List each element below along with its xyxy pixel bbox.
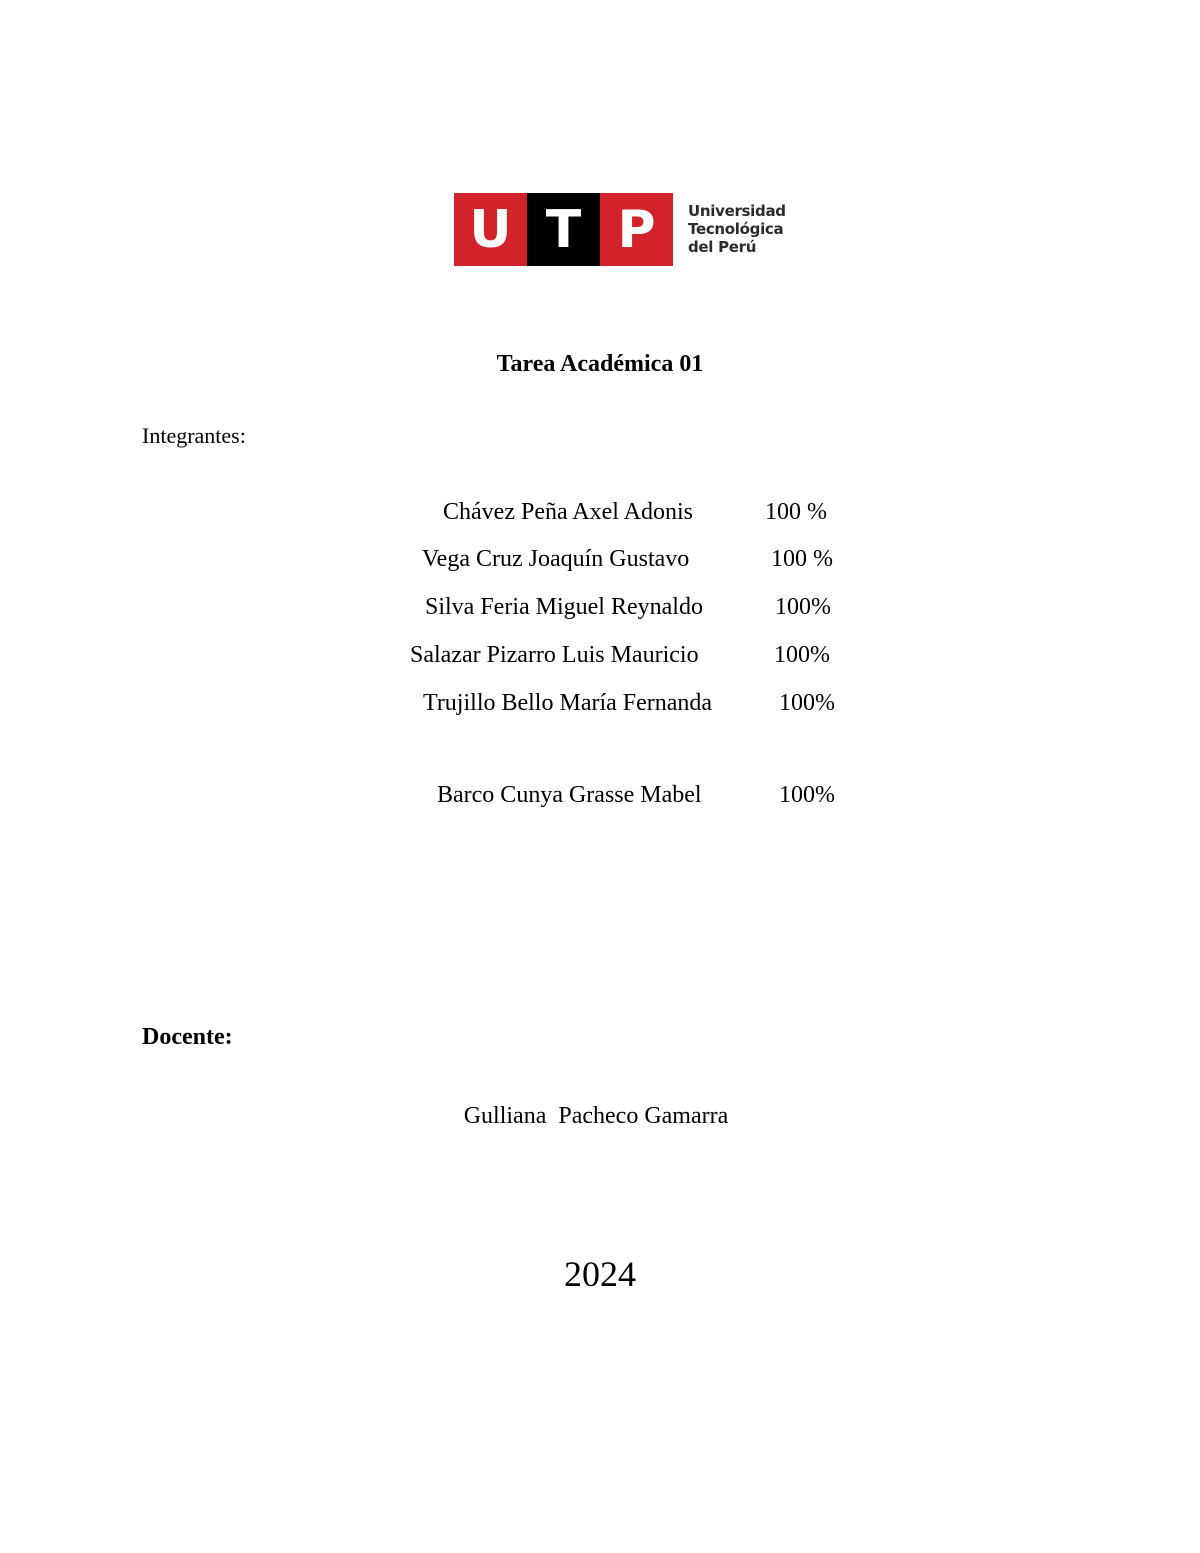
member-name: Barco Cunya Grasse Mabel bbox=[437, 782, 702, 808]
member-name: Vega Cruz Joaquín Gustavo bbox=[422, 546, 690, 572]
document-year: 2024 bbox=[564, 1254, 636, 1294]
logo-university-name bbox=[688, 202, 786, 256]
member-percent: 100% bbox=[779, 782, 835, 808]
member-name: Salazar Pizarro Luis Mauricio bbox=[410, 642, 699, 668]
logo-letter-t: T bbox=[527, 193, 600, 266]
docente-name bbox=[0, 1101, 1200, 1131]
integrantes-label: Integrantes: bbox=[142, 423, 246, 448]
member-name: Chávez Peña Axel Adonis bbox=[443, 499, 693, 525]
member-name: Trujillo Bello María Fernanda bbox=[423, 690, 713, 716]
member-percent: 100% bbox=[775, 594, 831, 620]
member-percent: 100 % bbox=[771, 546, 833, 572]
logo-name-line: Universidad bbox=[688, 202, 786, 220]
utp-logo bbox=[454, 193, 794, 266]
member-percent: 100% bbox=[774, 642, 830, 668]
member-percent: 100 % bbox=[765, 499, 827, 525]
logo-letter-u: U bbox=[454, 193, 527, 266]
member-percent: 100% bbox=[779, 690, 835, 716]
docente-label: Docente: bbox=[142, 1024, 233, 1050]
member-name: Silva Feria Miguel Reynaldo bbox=[425, 594, 703, 620]
logo-name-line: del Perú bbox=[688, 238, 757, 256]
docente-name-text: Gulliana Pacheco Gamarra bbox=[463, 1103, 729, 1129]
logo-letter-p: P bbox=[600, 193, 673, 266]
document-title: Tarea Académica 01 bbox=[496, 351, 704, 377]
logo-name-line: Tecnológica bbox=[688, 220, 784, 238]
